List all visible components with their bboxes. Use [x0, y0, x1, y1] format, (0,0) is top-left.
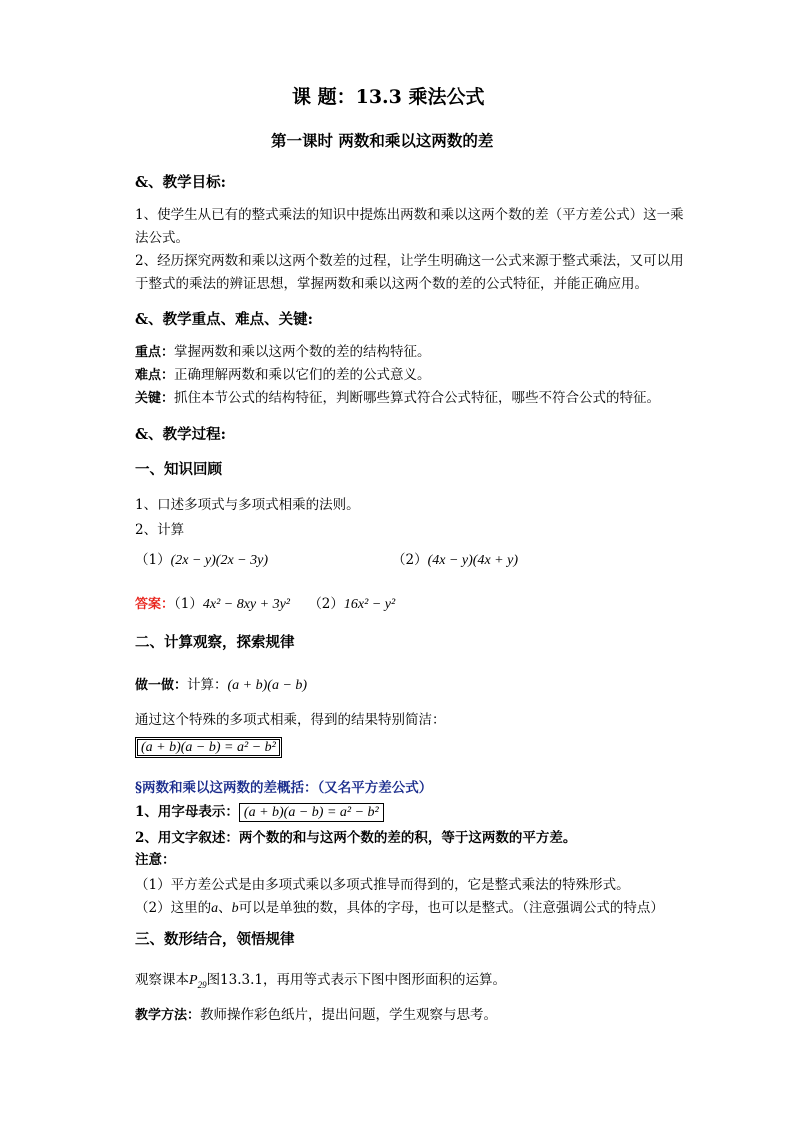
method-line [135, 1006, 497, 1025]
answer-1-expression: 4x² − 8xy + 3y² [202, 597, 291, 612]
answer-2-label: （2） [308, 596, 344, 612]
page-subtitle: 第一课时 两数和乘以这两数的差 [271, 131, 494, 150]
note-2-suffix: 可以是单独的数，具体的字母，也可以是整式。（注意强调公式的特点） [238, 900, 664, 916]
section-1-item-1: 1、口述多项式与多项式相乘的法则。 [135, 497, 360, 513]
keys-heading: &、教学重点、难点、关键: [135, 311, 313, 328]
page-ref-letter: P [189, 973, 198, 988]
boxed-formula-wrap [135, 738, 282, 757]
page-title: 课 题：13.3 乘法公式 [292, 86, 485, 108]
key-text: 抓住本节公式的结构特征，判断哪些算式符合公式特征，哪些不符合公式的特征。 [174, 390, 661, 406]
calc-1-expression: (2x − y)(2x − 3y) [170, 553, 268, 568]
key-line [135, 389, 660, 408]
doit-text: 计算： [187, 677, 228, 693]
answer-line [135, 595, 395, 614]
calc-1 [135, 551, 268, 570]
method-label: 教学方法： [135, 1008, 201, 1023]
note-2-var-b: b [231, 901, 239, 916]
letters-line [135, 803, 384, 822]
observe-book-line [135, 971, 506, 990]
goals-heading: &、教学目标: [135, 174, 226, 191]
answer-2-expression: 16x² − y² [343, 597, 396, 612]
doit-label: 做一做： [135, 678, 188, 693]
letters-formula: (a + b)(a − b) = a² − b² [239, 803, 384, 822]
calc-2-label: （2） [392, 552, 428, 568]
words-label: 2、用文字叙述： [135, 830, 239, 846]
note-label: 注意： [135, 852, 176, 868]
key-label: 关键： [135, 391, 175, 406]
section-1-item-2: 2、计算 [135, 522, 185, 538]
observe-text: 通过这个特殊的多项式相乘，得到的结果特别简洁： [135, 712, 446, 728]
doit-line [135, 676, 307, 695]
goal-item-2-line-2: 于整式的乘法的辨证思想，掌握两数和乘以这两个数的差的公式特征，并能正确应用。 [135, 276, 648, 292]
focus-text: 掌握两数和乘以这两个数的差的结构特征。 [174, 344, 431, 360]
observe-book-suffix: 图13.3.1，再用等式表示下图中图形面积的运算。 [206, 972, 507, 988]
page-ref-number: 29 [197, 979, 207, 990]
words-line [135, 829, 576, 847]
focus-label: 重点： [135, 345, 175, 360]
calc-2 [392, 551, 518, 570]
observe-book-prefix: 观察课本 [135, 972, 189, 988]
calc-2-expression: (4x − y)(4x + y) [427, 553, 518, 568]
calc-1-label: （1） [135, 552, 171, 568]
boxed-formula: (a + b)(a − b) = a² − b² [135, 737, 282, 758]
summary-line: §两数和乘以这两数的差概括：（又名平方差公式） [135, 780, 433, 796]
note-2-var-a: a [211, 901, 219, 916]
process-heading: &、教学过程: [135, 426, 226, 443]
page-ref [189, 973, 207, 988]
note-2 [135, 899, 664, 918]
words-text: 两个数的和与这两个数的差的积，等于这两数的平方差。 [238, 830, 577, 846]
goal-item-2-line-1: 2、经历探究两数和乘以这两个数差的过程，让学生明确这一公式来源于整式乘法，又可以用 [135, 253, 684, 269]
note-1: （1）平方差公式是由多项式乘以多项式推导而得到的，它是整式乘法的特殊形式。 [135, 877, 630, 893]
section-3-heading: 三、数形结合，领悟规律 [135, 931, 295, 948]
method-text: 教师操作彩色纸片，提出问题，学生观察与思考。 [200, 1007, 498, 1023]
focus-line [135, 343, 431, 362]
answer-label: 答案： [135, 597, 175, 612]
difficulty-line [135, 366, 431, 385]
section-1-heading: 一、知识回顾 [135, 461, 222, 478]
letters-label: 1、用字母表示： [135, 804, 239, 820]
note-2-separator: 、 [218, 900, 232, 916]
answer-1-label: （1） [174, 596, 203, 612]
goal-item-1-line-1: 1、使学生从已有的整式乘法的知识中提炼出两数和乘以这两个数的差（平方差公式）这一乘 [135, 207, 684, 223]
section-2-heading: 二、计算观察，探索规律 [135, 634, 295, 651]
difficulty-text: 正确理解两数和乘以它们的差的公式意义。 [174, 367, 431, 383]
difficulty-label: 难点： [135, 368, 175, 383]
note-2-prefix: （2）这里的 [135, 900, 212, 916]
goal-item-1-line-2: 法公式。 [135, 230, 189, 246]
doit-expression: (a + b)(a − b) [227, 678, 308, 693]
